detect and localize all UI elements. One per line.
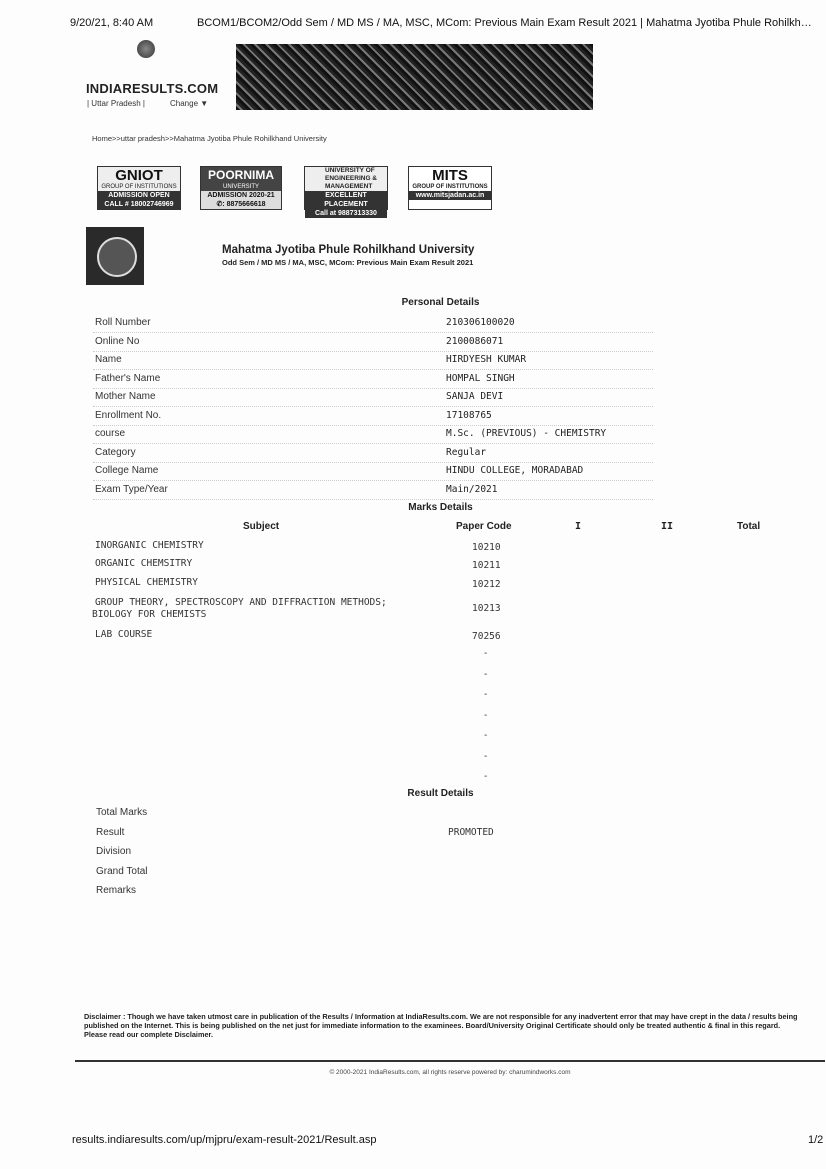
personal-label: Exam Type/Year <box>95 483 168 495</box>
empty-mark-dash: - <box>484 689 488 700</box>
result-value: PROMOTED <box>448 826 494 838</box>
col-i: I <box>575 521 582 532</box>
location-label: | Uttar Pradesh | <box>87 99 145 108</box>
personal-value: 17108765 <box>446 409 492 421</box>
personal-label: Name <box>95 354 122 365</box>
ad-strip: ✆: 8875666618 <box>201 200 281 209</box>
ad-subtitle: GROUP OF INSTITUTIONS <box>412 184 488 190</box>
change-location-link[interactable]: Change ▼ <box>170 99 209 108</box>
personal-label: Father's Name <box>95 372 161 384</box>
col-total: Total <box>737 521 761 532</box>
exam-title: Odd Sem / MD MS / MA, MSC, MCom: Previous Main Exam Result 2021 <box>222 258 474 267</box>
paper-code: 70256 <box>472 631 501 642</box>
ad-title: POORNIMA <box>208 168 274 182</box>
subject-name: PHYSICAL CHEMISTRY <box>95 577 198 588</box>
personal-row <box>93 407 653 426</box>
result-label: Remarks <box>96 885 137 896</box>
print-datetime: 9/20/21, 8:40 AM <box>70 17 154 29</box>
col-paper-code: Paper Code <box>456 521 512 532</box>
empty-mark-dash: - <box>484 730 488 741</box>
personal-value: HINDU COLLEGE, MORADABAD <box>446 465 584 476</box>
site-logo[interactable]: INDIARESULTS.COM <box>86 81 219 96</box>
banner-ad[interactable] <box>236 44 593 110</box>
print-page-title: BCOM1/BCOM2/Odd Sem / MD MS / MA, MSC, MCom: Previous Main Exam Result 2021 | Mahatma Jyotiba Phule Rohilkh… <box>197 17 812 29</box>
ad-strip: EXCELLENT PLACEMENT <box>305 191 387 209</box>
breadcrumb[interactable]: Home>>uttar pradesh>>Mahatma Jyotiba Phule Rohilkhand University <box>92 134 327 143</box>
personal-row <box>93 481 653 500</box>
paper-code: 10210 <box>472 542 501 553</box>
personal-label: Mother Name <box>95 391 156 402</box>
personal-row <box>93 314 653 333</box>
personal-row <box>93 462 653 481</box>
personal-value: SANJA DEVI <box>446 391 504 402</box>
personal-label: Enrollment No. <box>95 409 162 421</box>
personal-row <box>93 370 653 389</box>
result-label: Division <box>96 846 132 857</box>
university-name: Mahatma Jyotiba Phule Rohilkhand University <box>222 244 475 256</box>
personal-label: Online No <box>95 335 140 347</box>
ad-strip: CALL # 18002746969 <box>98 200 180 209</box>
ad-strip: Call at 9887313330 <box>305 209 387 218</box>
marks-details-heading: Marks Details <box>408 502 473 513</box>
print-page-number: 1/2 <box>808 1134 824 1146</box>
result-details-heading: Result Details <box>407 788 474 799</box>
ad-strip: ADMISSION 2020-21 <box>201 191 281 200</box>
personal-row <box>93 444 653 463</box>
personal-row <box>93 425 653 444</box>
col-subject: Subject <box>243 521 280 532</box>
personal-label: College Name <box>95 465 159 476</box>
empty-mark-dash: - <box>484 771 488 782</box>
copyright: © 2000-2021 IndiaResults.com, all rights reserve powered by: charumindworks.com <box>329 1069 571 1076</box>
subject-name: GROUP THEORY, SPECTROSCOPY AND DIFFRACTION METHODS; <box>95 597 387 608</box>
personal-label: Category <box>95 446 136 458</box>
ad-title: GNIOT <box>115 167 163 184</box>
ad-poornima[interactable] <box>200 166 282 210</box>
personal-value: 210306100020 <box>446 317 515 328</box>
personal-row <box>93 351 653 370</box>
subject-name: LAB COURSE <box>95 629 153 640</box>
disclaimer-text: Disclaimer : Though we have taken utmost care in publication of the Results / Information at IndiaResults.com. We are not responsible for any inadvertent error that may have crept in the data / results being published on the Internet. This is being published on the net just for immediate information to the examinees. Board/University Original Certificate should only be treated authentic & final in this regard. Please read our complete Disclaimer. <box>84 1012 798 1039</box>
ad-uem[interactable] <box>304 166 388 217</box>
ad-subtitle: UNIVERSITY <box>222 184 259 190</box>
paper-code: 10212 <box>472 579 501 590</box>
empty-mark-dash: - <box>484 668 488 680</box>
personal-value: Main/2021 <box>446 483 498 495</box>
subject-name: ORGANIC CHEMSITRY <box>95 558 193 569</box>
ad-gniot[interactable] <box>97 166 181 210</box>
personal-label: Roll Number <box>95 317 151 328</box>
paper-code: 10213 <box>472 603 501 614</box>
globe-icon <box>137 40 155 58</box>
ad-strip: www.mitsjadan.ac.in <box>409 191 491 200</box>
personal-value: 2100086071 <box>446 335 504 347</box>
empty-mark-dash: - <box>484 750 488 762</box>
personal-row <box>93 388 653 407</box>
col-ii: II <box>661 521 674 532</box>
ad-mits[interactable] <box>408 166 492 210</box>
subject-name: INORGANIC CHEMISTRY <box>95 540 204 551</box>
empty-mark-dash: - <box>484 648 488 659</box>
ad-subtitle: GROUP OF INSTITUTIONS <box>101 184 177 190</box>
personal-value: Regular <box>446 446 487 458</box>
ad-strip: ADMISSION OPEN <box>98 191 180 200</box>
footer-divider <box>75 1060 825 1062</box>
result-label: Grand Total <box>96 865 148 877</box>
personal-value: HOMPAL SINGH <box>446 372 515 384</box>
subject-name-cont: BIOLOGY FOR CHEMISTS <box>92 609 207 620</box>
print-url: results.indiaresults.com/up/mjpru/exam-result-2021/Result.asp <box>72 1134 377 1146</box>
paper-code: 10211 <box>472 560 501 571</box>
ad-title: MITS <box>432 167 468 184</box>
empty-mark-dash: - <box>484 709 488 721</box>
university-seal-logo <box>86 227 144 285</box>
personal-value: M.Sc. (PREVIOUS) - CHEMISTRY <box>446 428 607 439</box>
personal-value: HIRDYESH KUMAR <box>446 354 527 365</box>
result-label: Total Marks <box>96 807 148 818</box>
personal-label: course <box>95 428 126 439</box>
ad-title: UNIVERSITY OF ENGINEERING & MANAGEMENT <box>325 167 378 190</box>
result-label: Result <box>96 826 125 838</box>
personal-details-heading: Personal Details <box>401 297 480 308</box>
personal-row <box>93 333 653 352</box>
